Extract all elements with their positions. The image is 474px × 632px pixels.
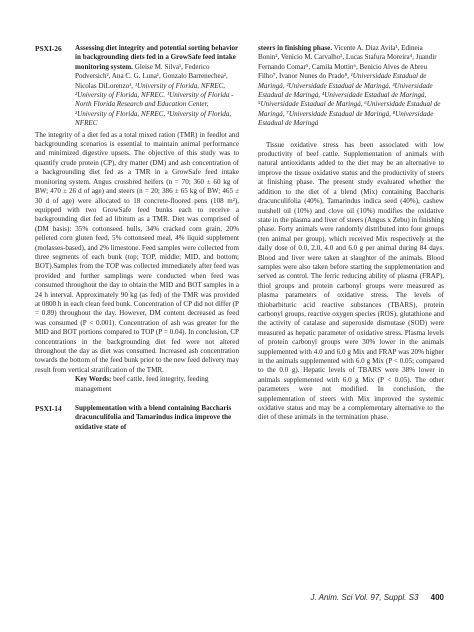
abstract-affiliations: ¹University of Florida, NFREC, ²University of Florida, NFREC. ¹University of Florida - North Florida Research and Education Center, ²University of Florida, NFREC, ³University of Florida, NFREC <box>75 81 234 128</box>
journal-citation: J. Anim. Sci Vol. 97, Suppl. S3 <box>310 593 419 602</box>
abstract-header <box>35 44 239 129</box>
abstract-title: Supplementation with a blend containing Baccharis dracunculifolia and Tamarindus indica improve the oxidative state of <box>75 404 232 431</box>
abstract-meta <box>75 44 239 129</box>
abstract-header <box>35 404 239 432</box>
page-footer <box>258 593 444 603</box>
abstract-title-continued: steers in finishing phase. <box>258 44 333 52</box>
keywords-label: Key Words: <box>75 375 112 384</box>
abstract-title: Assessing diet integrity and potential sorting behavior in backgrounding diets fed in a GrowSafe feed intake monitoring system. <box>75 44 239 71</box>
abstract-meta-continued <box>258 44 444 129</box>
abstract-body: Tissue oxidative stress has been associated with low productivity of beef cattle. Supplementation of animals with natural antioxidants added to the diet may be an alternative to improve the tissue oxidative status and the productivity of steers at finishing phase. The present study evaluated whether the addition to the diet of a blend (Mix) containing Baccharis dracunculifolia (40%), Tamarindus indica seed (40%), cashew nutshell oil (10%) and clove oil (10%) modifies the oxidative state in the plasma and liver of steers (Angus x Zebu) in finishing phase. Forty animals were randomly distributed into four groups (ten animal per group), which received Mix respectively at the daily dose of 0.0, 2.0, 4.0 and 6.0 g per animal during 84 days. Blood and liver were taken at slaughter of the animals. Blood samples were also taken before starting the supplementation and served as control. The ferric reducing ability of plasma (FRAP), thiol groups and protein carbonyl groups were measured as plasma parameters of oxidative stress. The levels of thiobarbituric acid reactive substances (TBARS), protein carbonyl groups, reactive oxygen species (ROS), glutathione and the activity of catalase and superoxide dismutase (SOD) were measured as hepatic parameter of oxidative stress. Plasma levels of protein carbonyl groups were 30% lower in the animals supplemented with 4.0 and 6.0 g Mix and FRAP was 20% higher in the animals supplemented with 6.0 g Mix (P < 0.05; compared to the 0.0 g). Hepatic levels of TBARS were 38% lower in animals supplemented with 6.0 g Mix (P < 0.05). The other parameters were not modified. In conclusion, the supplementation of steers with Mix improved the systemic oxidative status and may be a complementary alternative to the diet of these animals in the termination phase. <box>258 140 444 422</box>
abstract-id: PSXI-14 <box>35 404 62 414</box>
abstract-id: PSXI-26 <box>35 44 62 53</box>
abstract-keywords <box>35 375 239 394</box>
abstract-authors: Vicente A. Diaz Avila¹, Edineia Bonin², Venicio M. Carvalho³, Lucas Stafura Moreira⁴, Juandir Fernando Comar⁵, Camila Mottin⁶, Benicio Alves de Abreu Filho⁷, Ivanor Nunes do Prado⁸, <box>258 44 437 81</box>
right-column <box>258 44 444 423</box>
abstract-affiliations: ¹Universidade Estadual de Maringá, ²Universidade Estadual de Maringá, ³Universidade Estadual de Maringá, ⁴Universidade Estadual de Maringá, ⁵Universidade Estadual de Maringá, ⁶Universidade Estadual de Maringá, ⁷Universidade Estadual de Maringá, ⁸Universidade Estadual de Maringá <box>258 72 441 128</box>
keywords-text: beef cattle, feed integrity, feeding management <box>75 375 209 393</box>
abstract-authors: Gleise M. Silva¹, Federico Podversich², Ana C. G. Luna¹, Gonzalo Barrenechea², Nicolas DiLorenzo¹, <box>75 62 228 90</box>
page-number: 400 <box>430 593 444 602</box>
abstract-body: The integrity of a diet fed as a total mixed ration (TMR) in feedlot and backgrounding scenarios is essential to maintain animal performance and minimized digestive upsets. The objective of this study was to quantify crude protein (CP), dry matter (DM) and ash concentration of a backgrounding diet fed as a TMR in a GrowSafe feed intake monitoring system. Angus crossbred heifers (n = 70; 360 ± 60 kg of BW; 470 ± 26 d of age) and steers (n = 20; 386 ± 65 kg of BW; 465 ± 30 d of age) were allocated to 18 concrete-floored pens (108 m²), equipped with two GrowSafe feed bunks each to receive a backgrounding diet fed ad libitum as a TMR. Diet was comprised of (DM basis): 35% cottonseed hulls, 34% cracked corn grain, 20% pelleted corn gluten feed, 5% cottonseed meal, 4% liquid supplement (molasses-based), and 2% limestone. Feed samples were collected from three segments of each bunk (top; TOP, middle; MID, and bottom; BOT).Samples from the TOP was collected immediately after feed was provided and further samplings were conducted when feed was consumed throughout the day to obtain the MID and BOT samples in a 24 h interval. Approximately 90 kg (as fed) of the TMR was provided at 0800 h in each clean feed bunk. Concentration of CP did not differ (P = 0.89) throughout the day. However, DM content decreased as feed was consumed (P < 0.001). Concentration of ash was greater for the MID and BOT portions compared to TOP (P = 0.04). In conclusion, CP concentrations in the backgrounding diet fed were not altered throughout the day as diet was consumed. Increased ash concentration towards the bottom of the feed bunk prior to the new feed delivery may result from vertical stratification of the TMR. <box>35 130 239 374</box>
abstract-meta <box>75 404 239 432</box>
left-column <box>35 44 239 434</box>
